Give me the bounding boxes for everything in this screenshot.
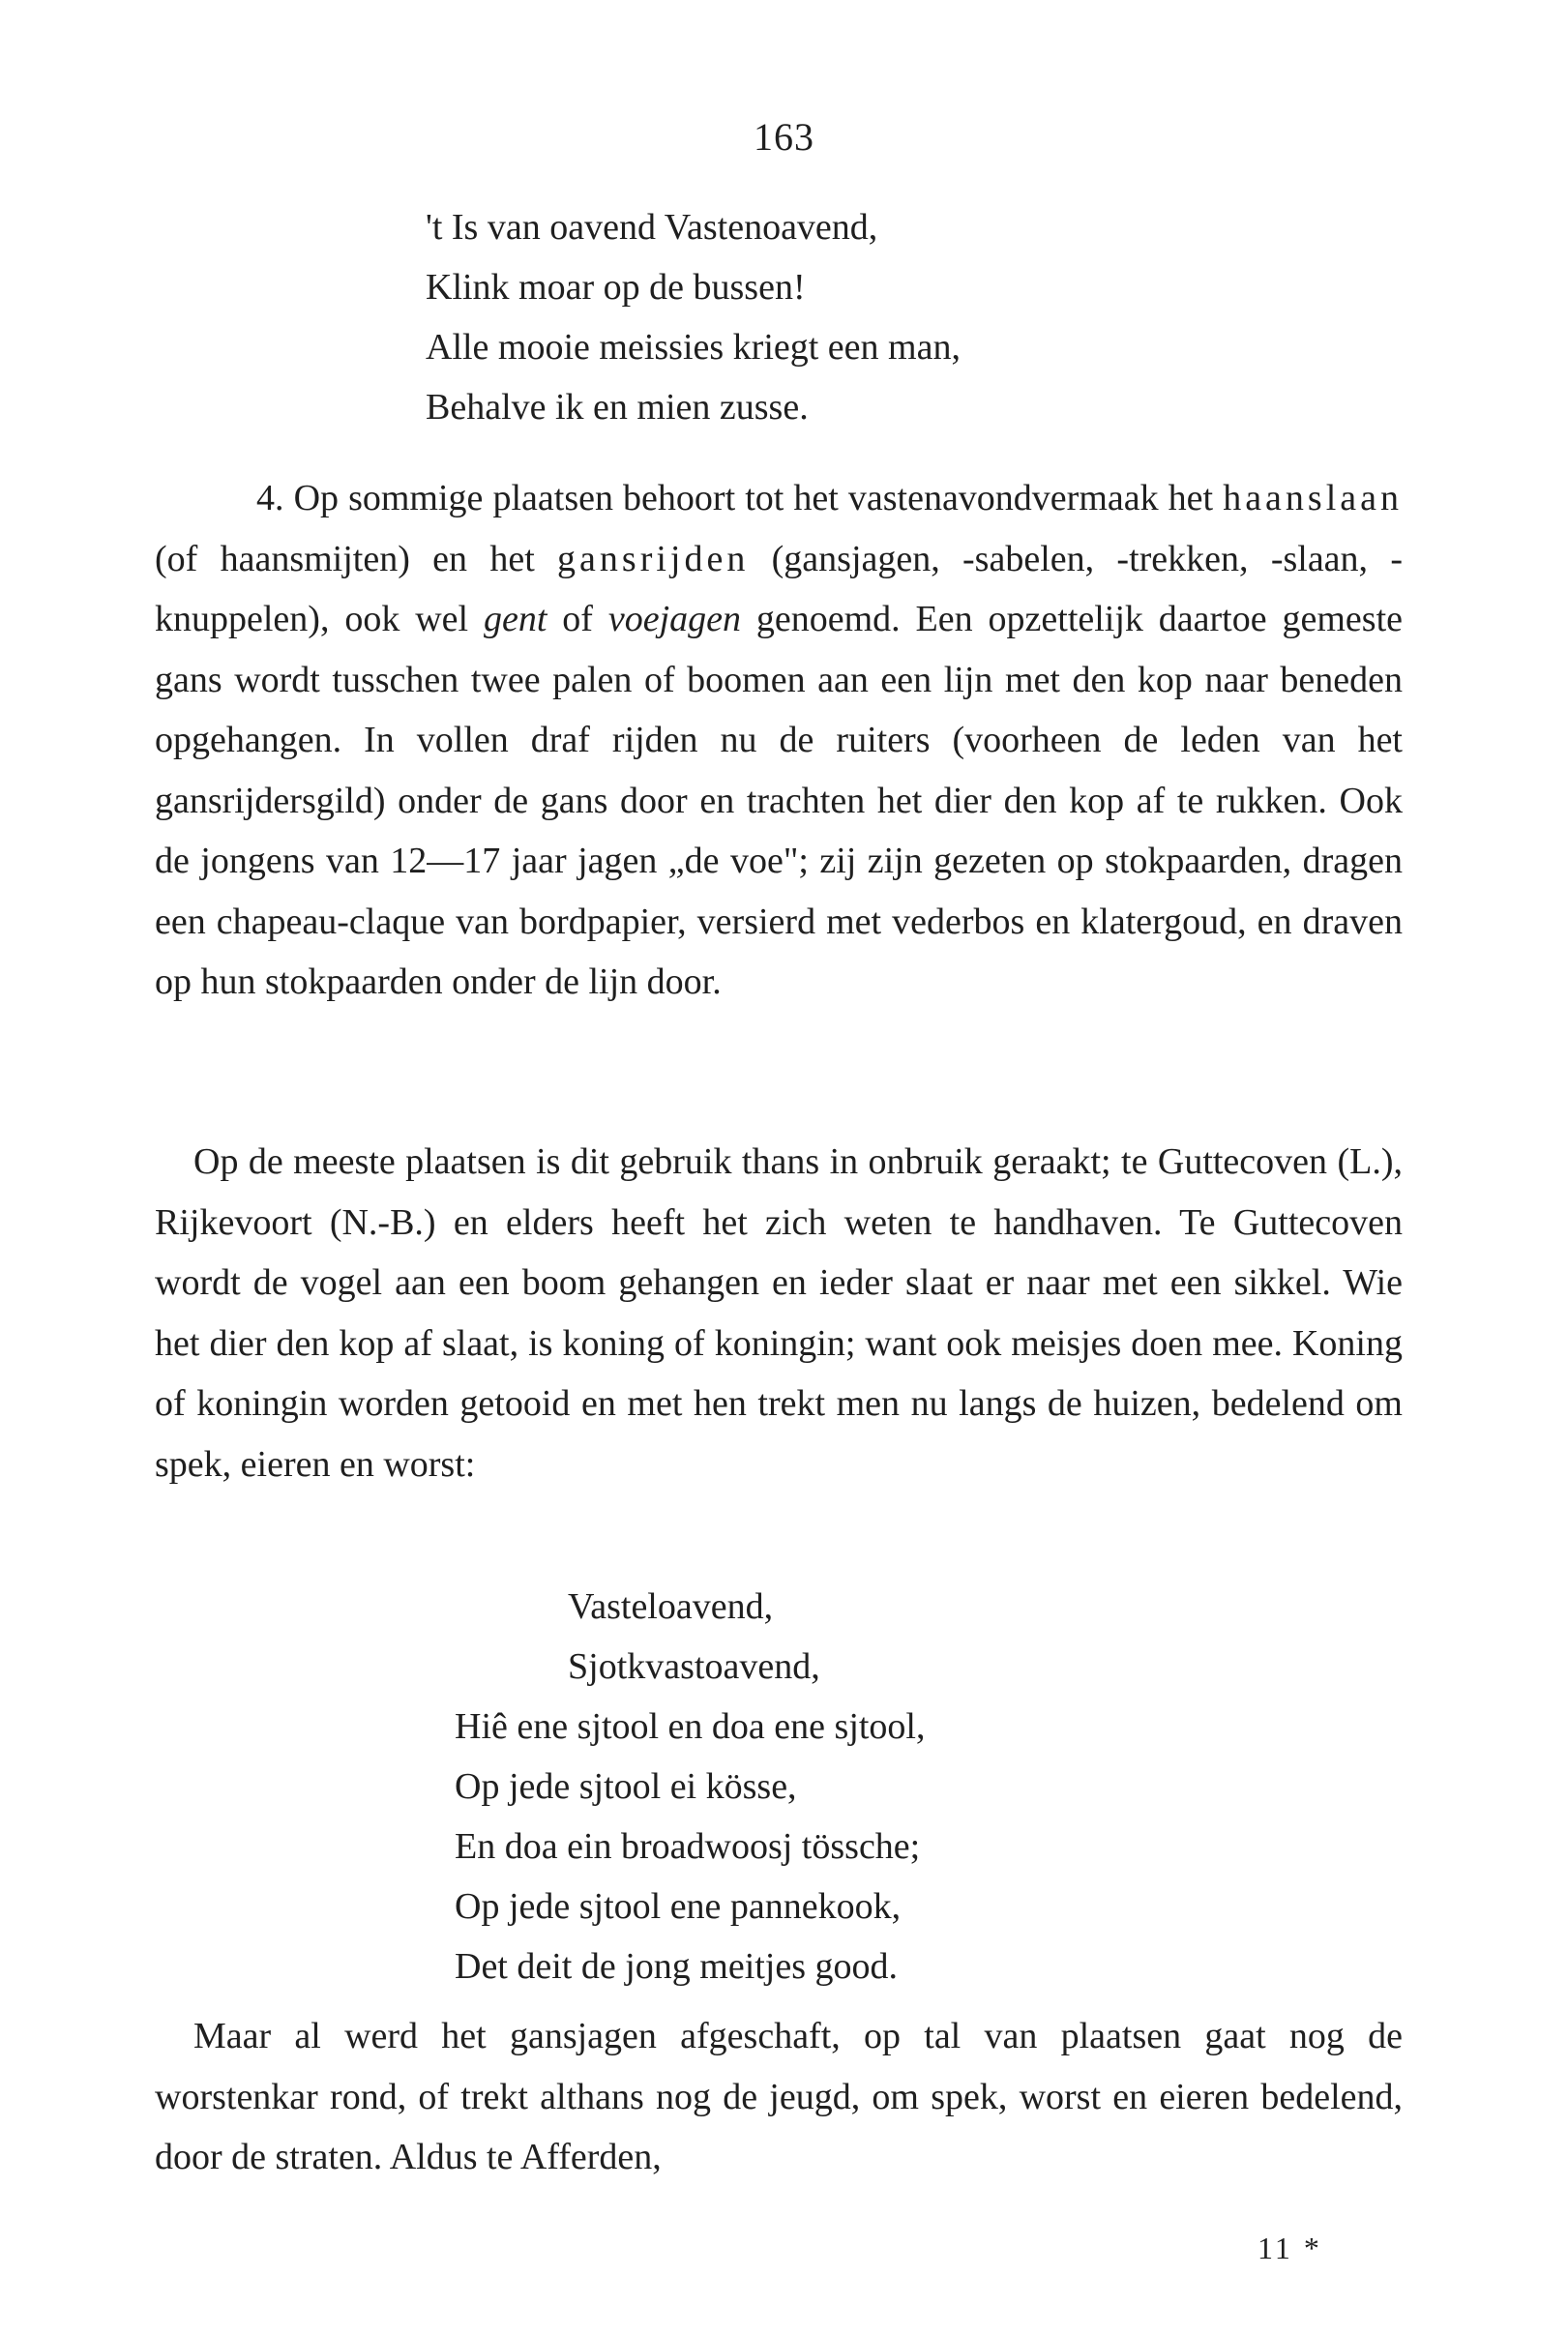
verse-line: Op jede sjtool ei kösse, [455, 1766, 797, 1807]
paragraph-guttecoven: Op de meeste plaatsen is dit gebruik thans in onbruik geraakt; te Guttecoven (L.), Rijkevoort (N.-B.) en elders heeft het zich weten te handhaven. Te Guttecoven wordt de vogel aan een boom gehangen en ieder slaat er naar met een sikkel. Wie het dier den kop af slaat, is koning of koningin; want ook meisjes doen mee. Koning of koningin worden getooid en met hen trekt men nu langs de huizen, bedelend om spek, eieren en worst: [155, 1141, 1403, 1485]
verse-line: En doa ein broadwoosj tössche; [455, 1826, 921, 1867]
verse-line: Det deit de jong meitjes good. [455, 1946, 899, 1987]
paragraph-text: 4. Op sommige plaatsen behoort tot het vastenavondvermaak het [256, 478, 1224, 518]
term-haanslaan: haanslaan [1223, 478, 1403, 518]
paragraph-worstenkar: Maar al werd het gansjagen afgeschaft, op tal van plaatsen gaat nog de worstenkar rond, of trekt althans nog de jeugd, om spek, worst en eieren bedelend, door de straten. Aldus te Afferden, [155, 2016, 1403, 2177]
verse-line: Behalve ik en mien zusse. [426, 387, 809, 428]
page-number: 163 [754, 115, 814, 159]
term-voejagen: voejagen [607, 599, 741, 639]
verse-vastenoavend [426, 197, 961, 437]
paragraph-text: genoemd. Een opzettelijk daartoe gemeste gans wordt tusschen twee palen of boomen aan een lijn met den kop naar beneden opgehangen. In vollen draf rijden nu de ruiters (voorheen de leden van het gansrijdersgild) onder de gans door en trachten het dier den kop af te rukken. Ook de jongens van 12—17 jaar jagen „de voe"; zij zijn gezeten op stokpaarden, dragen een chapeau-claque van bordpapier, versierd met vederbos en klatergoud, en draven op hun stokpaarden onder de lijn door. [155, 599, 1403, 1002]
term-gent: gent [483, 599, 547, 639]
paragraph-text: (gansjagen, -sabelen, -trekken, -slaan, -knuppelen), ook wel [155, 538, 1403, 639]
verse-line: Vasteloavend, [568, 1586, 774, 1627]
term-gansrijden: gansrijden [557, 538, 750, 579]
verse-line: Klink moar op de bussen! [426, 267, 806, 308]
signature-mark: 11 * [1257, 2231, 1322, 2265]
verse-line: Op jede sjtool ene pannekook, [455, 1886, 902, 1927]
paragraph-4-haanslaan [155, 468, 1403, 1013]
verse-vasteloavend [455, 1577, 926, 1996]
verse-line: Hiê ene sjtool en doa ene sjtool, [455, 1706, 926, 1747]
verse-line: Alle mooie meissies kriegt een man, [426, 327, 961, 368]
verse-line: 't Is van oavend Vastenoavend, [426, 207, 878, 248]
paragraph-text: (of haansmijten) en het [155, 538, 558, 579]
verse-line: Sjotkvastoavend, [568, 1646, 820, 1687]
paragraph-text: of [547, 599, 608, 639]
